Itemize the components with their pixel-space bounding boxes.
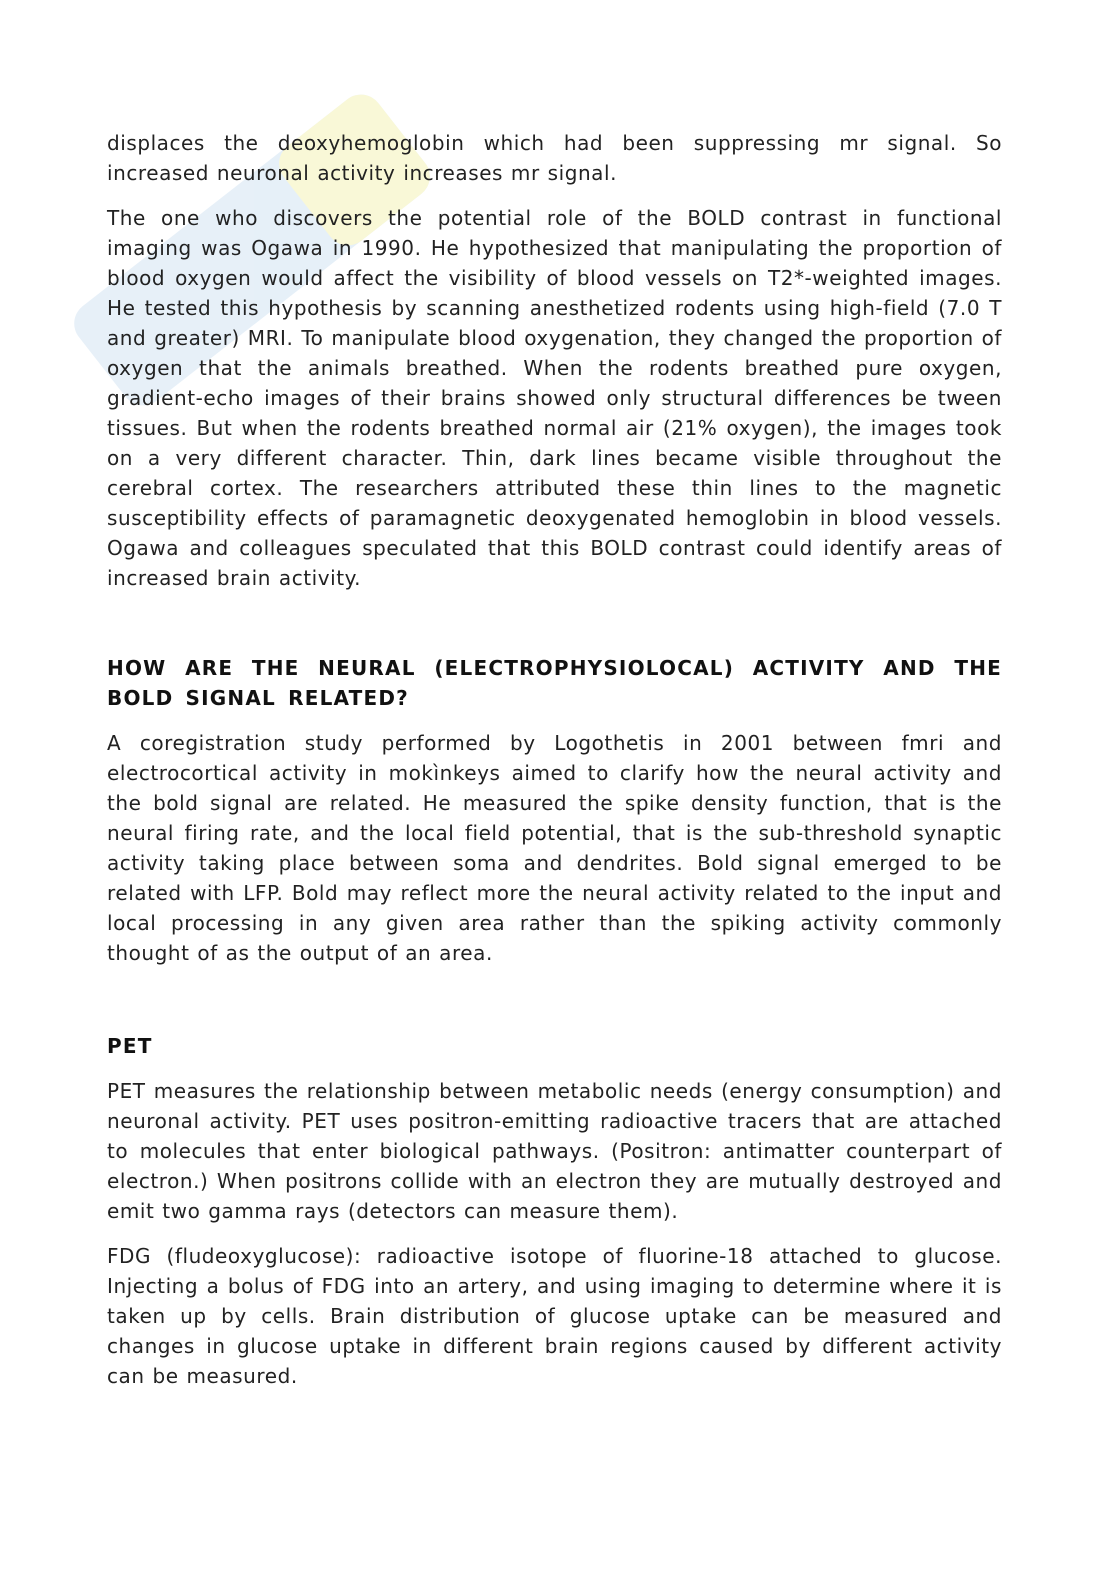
section-spacer	[107, 608, 1002, 653]
paragraph-ogawa: The one who discovers the potential role of the BOLD contrast in functional imaging was Ogawa in 1990. He hypothesized that manipulating the proportion of blood oxygen would affect the visibility of blood vessels on T2*-weighted images. He tested this hypothesis by scanning anesthetized rodents using high-field (7.0 T and greater) MRI. To manipulate blood oxygenation, they changed the proportion of oxygen that the animals breathed. When the rodents breathed pure oxygen, gradient-echo images of their brains showed only structural differences be tween tissues. But when the rodents breathed normal air (21% oxygen), the images took on a very different character. Thin, dark lines became visible throughout the cerebral cortex. The researchers attributed these thin lines to the magnetic susceptibility effects of paramagnetic deoxygenated hemoglobin in blood vessels. Ogawa and colleagues speculated that this BOLD contrast could identify areas of increased brain activity.	[107, 206, 1002, 590]
section-bold-contrast	[107, 128, 1002, 593]
section-spacer	[107, 983, 1002, 1031]
section-heading-pet: PET	[107, 1034, 153, 1058]
section-heading-neural-bold: HOW ARE THE NEURAL (ELECTROPHYSIOLOCAL) ACTIVITY AND THE BOLD SIGNAL RELATED?	[107, 656, 1002, 710]
paragraph-continuation: displaces the deoxyhemoglobin which had been suppressing mr signal. So increased neuronal activity increases mr signal.	[107, 131, 1002, 185]
paragraph-logothetis: A coregistration study performed by Logothetis in 2001 between fmri and electrocortical activity in mokìnkeys aimed to clarify how the neural activity and the bold signal are related. He measured the spike density function, that is the neural firing rate, and the local field potential, that is the sub-threshold synaptic activity taking place between soma and dendrites. Bold signal emerged to be related with LFP. Bold may reflect more the neural activity related to the input and local processing in any given area rather than the spiking activity commonly thought of as the output of an area.	[107, 731, 1002, 965]
section-pet	[107, 1031, 1002, 1391]
paragraph-fdg: FDG (fludeoxyglucose): radioactive isotope of fluorine-18 attached to glucose. Injecting a bolus of FDG into an artery, and using imaging to determine where it is taken up by cells. Brain distribution of glucose uptake can be measured and changes in glucose uptake in different brain regions caused by different activity can be measured.	[107, 1244, 1002, 1388]
paragraph-pet-overview: PET measures the relationship between metabolic needs (energy consumption) and neuronal activity. PET uses positron-emitting radioactive tracers that are attached to molecules that enter biological pathways. (Positron: antimatter counterpart of electron.) When positrons collide with an electron they are mutually destroyed and emit two gamma rays (detectors can measure them).	[107, 1079, 1002, 1223]
section-neural-bold-relation	[107, 653, 1002, 968]
document-page	[107, 128, 1002, 1406]
